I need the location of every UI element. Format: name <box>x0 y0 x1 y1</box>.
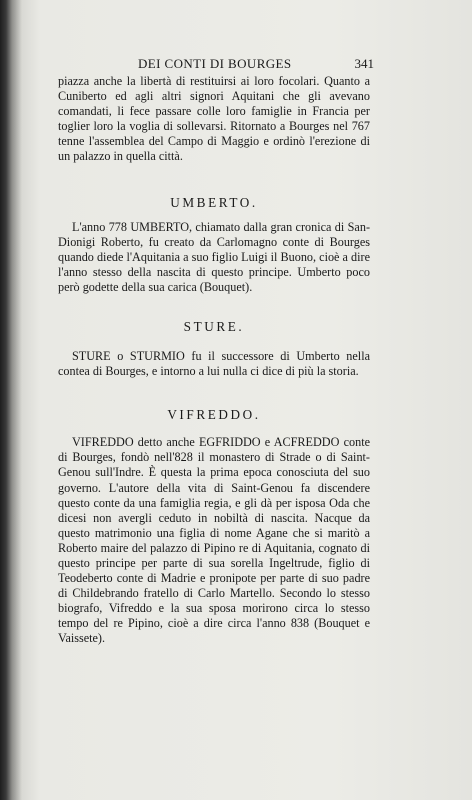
section-heading-sture: STURE. <box>183 319 245 335</box>
section-heading-umberto: UMBERTO. <box>170 194 258 210</box>
section-text-umberto: L'anno 778 UMBERTO, chiamato dalla gran cronica di San-Dionigi Roberto, fu creato da Carlomagno conte di Bourges quando diede l'Aquitania a suo figlio Luigi il Buono, cioè a dire l'anno stesso della nascita di questo principe. Umberto poco però godette della sua carica (Bouquet). <box>58 219 370 294</box>
book-page <box>58 52 374 647</box>
section-heading-vifreddo: VIFREDDO. <box>167 407 261 423</box>
intro-paragraph: piazza anche la libertà di restituirsi ai loro focolari. Quanto a Cuniberto ed agli altri signori Aquitani che gli avevano comandati, li fece passare colle loro famiglie in Francia per toglier loro la voglia di sollevarsi. Ritornato a Bourges nel 767 tenne l'assemblea del Campo di Maggio e ordinò l'erezione di un palazzo in quella città. <box>58 74 370 164</box>
page-number: 341 <box>354 56 374 71</box>
running-title: DEI CONTI DI BOURGES <box>138 56 292 71</box>
running-head <box>58 52 374 74</box>
section-text-vifreddo: VIFREDDO detto anche EGFRIDDO e ACFREDDO conte di Bourges, fondò nell'828 il monastero di Strade o di Saint-Genou sull'Indre. È questa la prima epoca conosciuta del suo governo. L'autore della vita di Saint-Genou fa discendere questo conte da una famiglia regia, e gli dà per isposa Oda che dicesi non avergli ceduto in nobiltà di nascita. Nacque da questo matrimonio una figlia di nome Agane che si maritò a Roberto maire del palazzo di Pipino re di Aquitania, cognato di questo principe per parte di sua sorella Ingeltrude, figlio di Teodeberto conte di Madrie e pronipote per parte di suo padre di Childebrando fratello di Carlo Martello. Secondo lo stesso biografo, Vifreddo e la sua sposa morirono circa lo stesso tempo del re Pipino, cioè a dire circa l'anno 838 (Bouquet e Vaissete). <box>58 435 370 646</box>
section-text-sture: STURE o STURMIO fu il successore di Umberto nella contea di Bourges, e intorno a lui nulla ci dice di più la storia. <box>58 349 370 379</box>
